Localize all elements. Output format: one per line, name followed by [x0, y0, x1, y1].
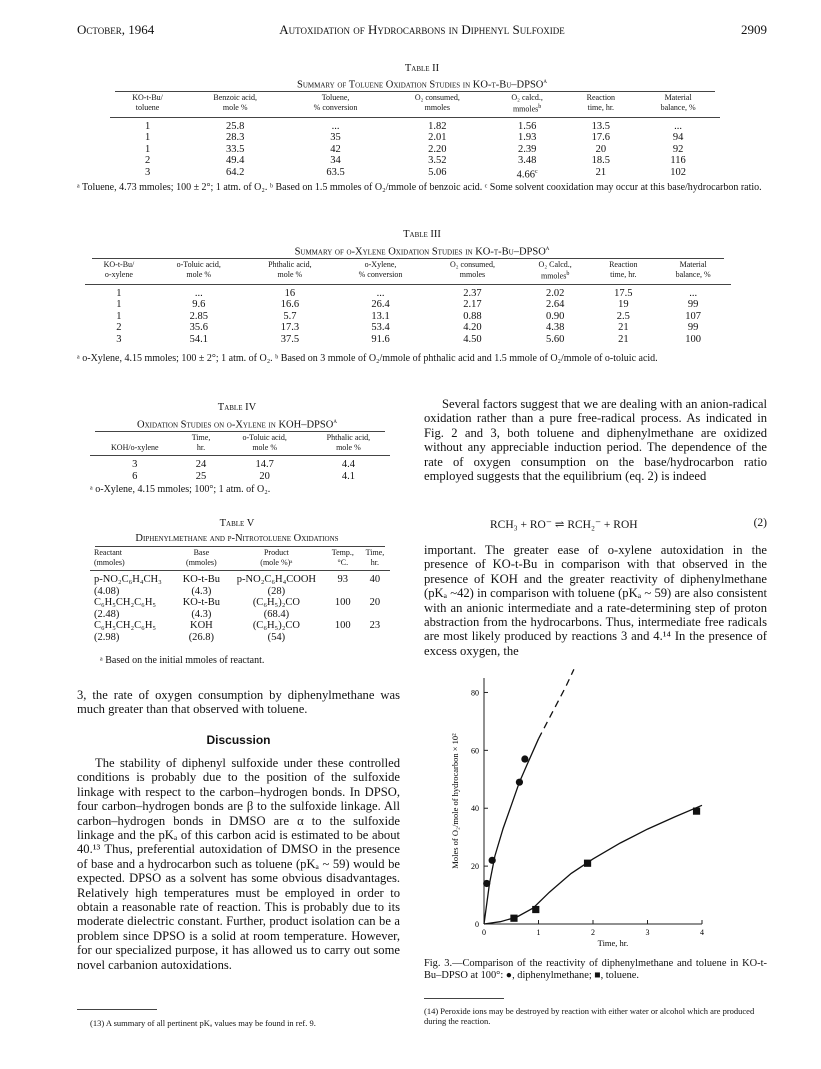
- table3-cell: 2.64: [545, 299, 565, 311]
- table3-cell: 5.60: [545, 333, 565, 345]
- table3-cell: ...: [689, 287, 698, 299]
- table2-column-header: Benzoic acid,: [213, 93, 257, 102]
- table3-header-row: [85, 260, 731, 270]
- table5-column-header: Product: [263, 548, 289, 557]
- table5-cell: [360, 632, 390, 644]
- left-continuation-paragraph: 3, the rate of oxygen consumption by diphenylmethane was much greater than that observed with toluene.: [77, 688, 400, 717]
- table5-row: [90, 571, 390, 586]
- table3-column-header: mole %: [153, 270, 245, 284]
- table5-cell: (54): [267, 631, 286, 643]
- x-tick-label: 0: [482, 928, 486, 937]
- table2-header-row: [110, 93, 720, 103]
- table2-cell: 34: [330, 155, 341, 167]
- table3-cell: 2: [116, 322, 122, 334]
- table5-cell: (26.8): [188, 631, 215, 643]
- diphenylmethane-point: [521, 755, 528, 762]
- table5-cell: [326, 609, 360, 621]
- diphenylmethane-extrapolation: [539, 669, 574, 739]
- table2-cell: 4.66$^c$: [516, 168, 538, 181]
- table4-cell: 4.4: [341, 459, 355, 470]
- table3-row: [85, 299, 731, 311]
- table3-column-header: mole %: [245, 270, 335, 284]
- table2-top-rule: [115, 91, 715, 92]
- x-tick-label: 1: [536, 928, 541, 937]
- table2-cell: 20: [595, 143, 607, 155]
- table3-cell: ...: [376, 287, 385, 299]
- table3-column-header: o-xylene: [85, 270, 153, 284]
- table4-column-header: mole %: [307, 443, 390, 456]
- y-tick-label: 60: [471, 746, 479, 756]
- table4-label: Table IV: [217, 402, 257, 413]
- table3-cell: 107: [685, 310, 702, 322]
- table4-cell: 14.7: [255, 459, 274, 470]
- right-footnote-rule: [424, 998, 504, 999]
- table3-column-header: mmoles$^b$: [519, 270, 591, 284]
- table5-cell: KOH: [190, 620, 213, 631]
- table5-row: [90, 632, 390, 644]
- table5-cell: 100: [334, 620, 351, 631]
- table5-cell: (C₆H₅)₂CO: [252, 620, 300, 631]
- table3-column-header: KO-t-Bu/: [103, 260, 135, 269]
- table2-column-header: Material: [664, 93, 692, 102]
- table5-row: [90, 620, 390, 632]
- table4-row: [90, 456, 390, 471]
- table2-column-header: time, hr.: [565, 103, 636, 117]
- table3-cell: 17.5: [614, 287, 633, 299]
- table3-cell: 17.3: [280, 322, 300, 334]
- table2-column-header: O₂ calcd.,: [511, 93, 543, 102]
- table5-cell: [326, 632, 360, 644]
- table5-header-row: [90, 558, 390, 571]
- table3-cell: 2.5: [616, 310, 630, 322]
- table5-cell: (4.3): [191, 608, 212, 620]
- table5-cell: 20: [369, 597, 381, 608]
- table2-cell: 17.6: [591, 132, 611, 144]
- table2-title: Summary of Toluene Oxidation Studies in KO-t-Bu–DPSO$^a$: [297, 77, 547, 91]
- table5-cell: (2.48): [94, 608, 120, 620]
- table3-column-header: Reaction: [609, 260, 638, 269]
- table4-column-header: hr.: [180, 443, 223, 456]
- table4-cell: 24: [195, 459, 207, 470]
- table5-label: Table V: [219, 518, 255, 529]
- table3-cell: 13.1: [371, 310, 390, 322]
- table2-cell: 2.20: [428, 143, 447, 155]
- table3-column-header: Phthalic acid,: [268, 260, 312, 269]
- table4-row: [90, 471, 390, 483]
- table2-cell: 102: [670, 166, 686, 178]
- discussion-heading: Discussion: [206, 733, 271, 747]
- figure-3: [434, 666, 734, 956]
- table2-column-header: O₂ consumed,: [414, 93, 460, 102]
- table4-header-row: [90, 443, 390, 456]
- table3-title: Summary of o-Xylene Oxidation Studies in KO-t-Bu–DPSO$^a$: [294, 244, 550, 258]
- header-date: October, 1964: [77, 22, 155, 37]
- table5-column-header: hr.: [360, 558, 390, 571]
- table3-cell: 16: [284, 287, 296, 299]
- table2-column-header: mmoles$^b$: [489, 103, 566, 117]
- table5-cell: (28): [267, 585, 286, 597]
- table4-column-header: [90, 433, 180, 443]
- table3-column-header: O₂ Calcd.,: [538, 260, 572, 269]
- table3-footnote: ᵃ o-Xylene, 4.15 mmoles; 100 ± 2°; 1 atm. of O₂. ᵇ Based on 3 mmole of O₂/mmole of phthalic acid and 1.5 mmole of O₂/mmole of o-toluic acid.: [77, 353, 658, 364]
- table4-column-header: mole %: [222, 443, 306, 456]
- table4-cell: 4.1: [341, 470, 355, 482]
- table4-cell: 6: [132, 470, 138, 482]
- table5-cell: KO-t-Bu: [182, 574, 221, 585]
- table2-row: [110, 132, 720, 144]
- table5-top-rule: [95, 546, 385, 547]
- table3-column-header: % conversion: [335, 270, 426, 284]
- table2-cell: 64.2: [226, 166, 245, 178]
- table4-title: Oxidation Studies on o-Xylene in KOH–DPSO$^a$: [137, 417, 337, 431]
- table5-row: [90, 586, 390, 598]
- table5-column-header: (mmoles): [90, 558, 176, 571]
- table5-column-header: (mmoles): [176, 558, 227, 571]
- table5-cell: 93: [337, 574, 349, 585]
- table2-cell: 3.48: [517, 155, 537, 167]
- right-paragraph-2: important. The greater ease of o-xylene autoxidation in the presence of KO-t-Bu in comparison with that observed in the presence of KOH and the greater reactivity of diphenylmethane (pKₐ ~42) in comparison with toluene (pKₐ ~ 59) are also consistent with an anionic intermediate and a rate-determining step of proton abstraction from the hydrocarbons. Thus, intermediate free radicals are most likely produced by reactions 3 and 4.¹⁴ In the presence of excess oxygen, the: [424, 543, 767, 658]
- table2-cell: 2: [144, 155, 151, 167]
- table3-cell: 37.5: [280, 333, 300, 345]
- table2-column-header: KO-t-Bu/: [132, 93, 163, 102]
- table5-cell: (C₆H₅)₂CO: [252, 597, 300, 608]
- y-tick-label: 0: [475, 920, 479, 929]
- table5: [90, 548, 390, 643]
- table2-cell: 1.82: [428, 120, 447, 132]
- table2-cell: 92: [672, 143, 684, 155]
- table4-column-header: Phthalic acid,: [326, 433, 371, 442]
- table5-cell: C₆H₅CH₂C₆H₅: [94, 597, 157, 608]
- table5-cell: 100: [334, 597, 351, 608]
- table5-column-header: Temp.,: [331, 548, 354, 557]
- table5-cell: [360, 609, 390, 621]
- table5-cell: (2.98): [94, 631, 120, 643]
- table3-cell: 99: [687, 322, 699, 334]
- table3-cell: 26.4: [371, 299, 390, 311]
- table5-cell: [326, 586, 360, 598]
- table4-cell: 3: [132, 459, 138, 470]
- table4: [90, 433, 390, 482]
- table5-column-header: Time,: [365, 548, 385, 557]
- toluene-point: [584, 860, 591, 867]
- table5-cell: [360, 586, 390, 598]
- table2-row: [110, 155, 720, 167]
- equation-2: RCH₃ + RO⁻ ⇌ RCH₂⁻ + ROH: [490, 519, 638, 531]
- table4-column-header: Time,: [191, 433, 211, 442]
- table2-cell: 28.3: [226, 132, 245, 144]
- table2-column-header: % conversion: [285, 103, 386, 117]
- table3-cell: 5.7: [283, 310, 297, 322]
- table3-cell: 2.02: [545, 287, 565, 299]
- table5-column-header: Reactant: [94, 548, 122, 557]
- table3-cell: 2.17: [463, 299, 482, 311]
- footnote-13: (13) A summary of all pertinent pKₐ values may be found in ref. 9.: [90, 1018, 316, 1028]
- table2-cell: 33.5: [226, 143, 245, 155]
- page-number: 2909: [741, 22, 767, 37]
- table3-row: [85, 334, 731, 346]
- table2-cell: 1.93: [517, 132, 537, 144]
- table3-cell: 1: [116, 310, 122, 322]
- running-header: [77, 22, 767, 42]
- table5-cell: C₆H₅CH₂C₆H₅: [94, 620, 157, 631]
- toluene-point: [532, 906, 539, 913]
- y-tick-label: 80: [471, 688, 479, 698]
- diphenylmethane-point: [516, 779, 523, 786]
- table5-cell: p-NO₂C₆H₄COOH: [236, 574, 317, 585]
- table2-label: Table II: [404, 63, 440, 74]
- table5-column-header: (mole %)ᵃ: [227, 558, 326, 571]
- toluene-point: [510, 915, 517, 922]
- y-tick-label: 20: [471, 862, 479, 872]
- table4-cell: 25: [195, 470, 207, 482]
- table2-cell: 116: [670, 155, 686, 167]
- table2-cell: 35: [330, 132, 341, 144]
- diphenylmethane-curve: [484, 739, 539, 924]
- table3-row: [85, 284, 731, 299]
- table3-column-header: mmoles: [426, 270, 519, 284]
- table5-title: Diphenylmethane and p-Nitrotoluene Oxidations: [135, 533, 339, 544]
- table3-label: Table III: [403, 229, 441, 240]
- table3-column-header: o-Toluic acid,: [176, 260, 221, 269]
- table2: [110, 93, 720, 181]
- table3-row: [85, 322, 731, 334]
- table2-cell: 18.5: [591, 155, 611, 167]
- table2-column-header: mole %: [185, 103, 285, 117]
- table5-cell: (68.4): [263, 608, 290, 620]
- table5-header-row: [90, 548, 390, 558]
- footnote-14: (14) Peroxide ions may be destroyed by reaction with either water or alcohol which are produced during the reaction.: [424, 1006, 755, 1026]
- table3-column-header: O₂ consumed,: [449, 260, 495, 269]
- table2-cell: 49.4: [226, 155, 245, 167]
- table5-column-header: Base: [193, 548, 210, 557]
- table3-cell: 16.6: [280, 299, 300, 311]
- table4-footnote: ᵃ o-Xylene, 4.15 mmoles; 100°; 1 atm. of O₂.: [90, 484, 271, 495]
- y-tick-label: 40: [471, 804, 479, 814]
- table5-footnote: ᵃ Based on the initial mmoles of reactant.: [100, 655, 265, 666]
- x-tick-label: 2: [591, 928, 595, 937]
- table5-cell: p-NO₂C₆H₄CH₃: [94, 574, 162, 585]
- x-tick-label: 4: [700, 928, 704, 937]
- table4-cell: 20: [259, 470, 270, 482]
- table2-cell: 13.5: [591, 120, 611, 132]
- table3-column-header: o-Xylene,: [364, 260, 397, 269]
- table4-column-header: o-Toluic acid,: [242, 433, 287, 442]
- table2-column-header: toluene: [110, 103, 185, 117]
- x-axis-label: Time, hr.: [597, 938, 629, 948]
- table5-column-header: °C.: [326, 558, 360, 571]
- table3-cell: 21: [618, 333, 629, 345]
- table2-column-header: balance, %: [636, 103, 720, 117]
- table3-cell: 4.20: [463, 322, 482, 334]
- table3-cell: 3: [116, 333, 122, 345]
- table3-cell: 1: [116, 299, 122, 311]
- table2-cell: ...: [674, 120, 683, 132]
- table4-column-header: KOH/o-xylene: [90, 443, 180, 456]
- table2-column-header: Toluene,: [321, 93, 350, 102]
- left-footnote-rule: [77, 1009, 157, 1010]
- table2-row: [110, 167, 720, 181]
- table3-column-header: balance, %: [655, 270, 731, 284]
- table3-cell: 91.6: [371, 333, 390, 345]
- toluene-curve: [484, 805, 702, 924]
- table2-cell: 5.06: [428, 166, 447, 178]
- table2-cell: 63.5: [326, 166, 345, 178]
- table3-cell: 0.88: [463, 310, 482, 322]
- table3-cell: 2.37: [463, 287, 482, 299]
- table2-cell: 1: [144, 120, 151, 132]
- table2-cell: 1.56: [517, 120, 537, 132]
- table5-row: [90, 597, 390, 609]
- table2-cell: 2.39: [517, 143, 537, 155]
- x-tick-label: 3: [645, 928, 650, 937]
- table5-cell: (4.08): [94, 585, 120, 597]
- header-title: Autoxidation of Hydrocarbons in Diphenyl Sulfoxide: [279, 22, 565, 37]
- table3-cell: 35.6: [189, 322, 208, 334]
- figure-3-plot: [434, 666, 734, 956]
- table3-cell: 21: [618, 322, 629, 334]
- table3-cell: 19: [618, 299, 629, 311]
- diphenylmethane-point: [489, 857, 496, 864]
- table3-cell: 4.38: [545, 322, 565, 334]
- table2-cell: 2.01: [428, 132, 447, 144]
- table2-cell: 42: [330, 143, 341, 155]
- table3-cell: 99: [687, 299, 699, 311]
- discussion-paragraph: The stability of diphenyl sulfoxide under these controlled conditions is probably due to the position of the sulfoxide linkage with respect to the carbon–hydrogen bonds. In DPSO, four carbon–hydrogen bonds are β to the sulfoxide linkage. All carbon–hydrogen bonds in DMSO are α to the sulfoxide linkage and the pKₐ of this carbon acid is estimated to be about 40.¹³ Thus, preferential autoxidation of DMSO in the presence of base and a hydrocarbon such as toluene (pKₐ ~ 59) would be expected. DPSO as a solvent has some obvious disadvantages. Relatively high temperatures must be employed in order to obtain a reasonable rate of reaction. This is probably due to its moderate dielectric constant. Further, product isolation can be a problem since DPSO is a solid at room temperature. However, for our specialized purpose, it has allowed us to carry out some novel carbanion autoxidations.: [77, 756, 400, 972]
- table3-header-row: [85, 270, 731, 284]
- table4-top-rule: [95, 431, 385, 432]
- table2-cell: 3.52: [428, 155, 447, 167]
- right-paragraph-1: Several factors suggest that we are dealing with an anion-radical oxidation rather than a pure free-radical process. As indicated in Fig. 2 and 3, both toluene and diphenylmethane are oxidized without any appreciable induction period. The dependence of the rate of oxygen consumption on the base/hydrocarbon ratio employed suggests that the equilibrium (eq. 2) is indeed: [424, 397, 767, 484]
- table2-cell: 21: [595, 166, 607, 178]
- table2-header-row: [110, 103, 720, 117]
- table2-cell: 1: [144, 143, 151, 155]
- table3-column-header: time, hr.: [591, 270, 655, 284]
- table5-row: [90, 609, 390, 621]
- table2-row: [110, 144, 720, 156]
- figure-3-caption: Fig. 3.—Comparison of the reactivity of diphenylmethane and toluene in KO-t-Bu–DPSO at 100°: ●, diphenylmethane; ■, toluene.: [424, 958, 767, 981]
- table2-row: [110, 117, 720, 132]
- table3: [85, 260, 731, 345]
- table4-header-row: [90, 433, 390, 443]
- table3-cell: 100: [685, 333, 702, 345]
- table3-column-header: Material: [679, 260, 707, 269]
- table5-cell: 40: [369, 574, 381, 585]
- table3-cell: ...: [194, 287, 203, 299]
- table5-cell: KO-t-Bu: [182, 597, 221, 608]
- table2-cell: 1: [144, 132, 151, 144]
- table2-cell: 3: [144, 166, 151, 178]
- table2-column-header: mmoles: [386, 103, 489, 117]
- table3-cell: 4.50: [463, 333, 482, 345]
- table2-cell: ...: [331, 120, 340, 132]
- y-axis-label: Moles of O₂/mole of hydrocarbon × 10²: [450, 733, 460, 869]
- table3-cell: 0.90: [545, 310, 565, 322]
- table3-cell: 9.6: [192, 299, 206, 311]
- diphenylmethane-point: [483, 880, 490, 887]
- table2-footnote: ᵃ Toluene, 4.73 mmoles; 100 ± 2°; 1 atm. of O₂. ᵇ Based on 1.5 mmoles of O₂/mmole of benzoic acid. ᶜ Some solvent cooxidation may occur at this base/hydrocarbon ratio.: [77, 182, 762, 193]
- table5-cell: 23: [369, 620, 381, 631]
- table3-top-rule: [92, 258, 724, 259]
- table3-cell: 53.4: [371, 322, 390, 334]
- table3-cell: 54.1: [189, 333, 208, 345]
- toluene-point: [693, 808, 700, 815]
- table3-cell: 2.85: [189, 310, 208, 322]
- table2-cell: 94: [672, 132, 684, 144]
- table2-cell: 25.8: [226, 120, 245, 132]
- table5-cell: (4.3): [191, 585, 212, 597]
- table2-column-header: Reaction: [586, 93, 616, 102]
- table3-row: [85, 311, 731, 323]
- equation-2-number: (2): [753, 517, 767, 529]
- table3-cell: 1: [116, 287, 122, 299]
